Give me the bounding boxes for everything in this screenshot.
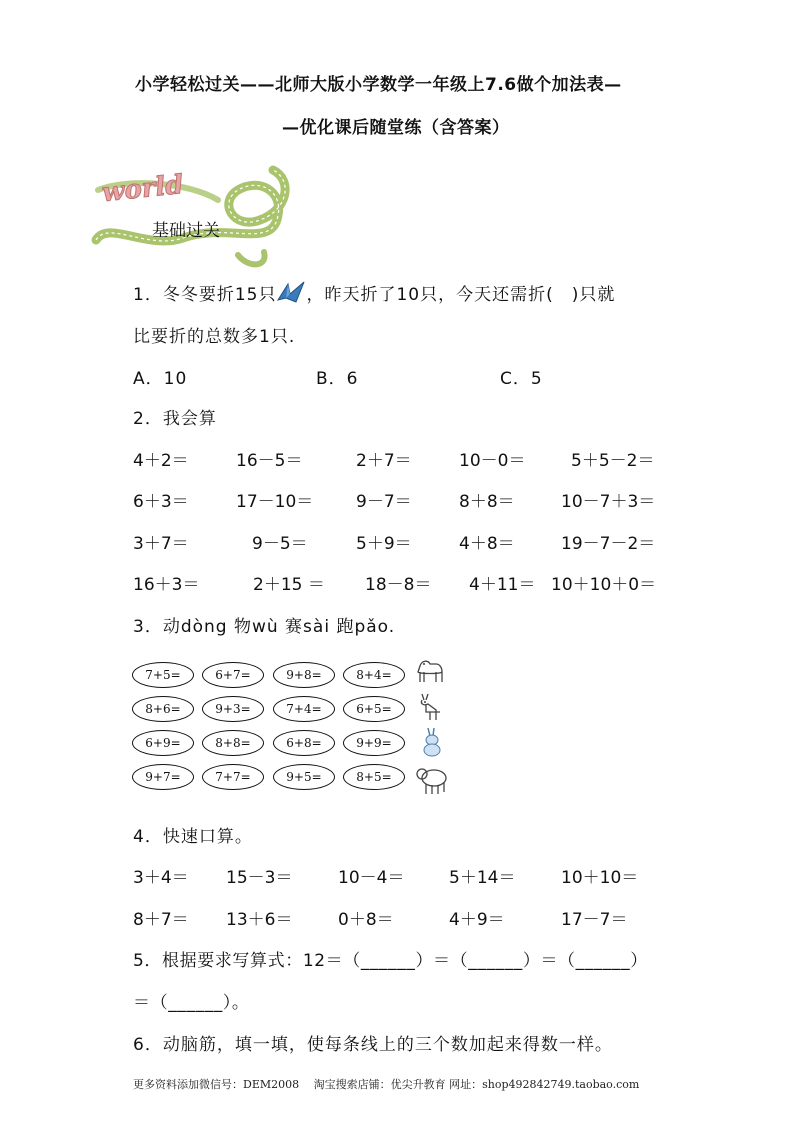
q2-r4c1: 16＋3＝ [133,575,200,595]
q1-line2: 比要折的总数多1只. [133,327,296,347]
lamb-icon [414,762,450,798]
q1-option-a: A．10 [133,369,188,389]
q2-r3c3: 5＋9＝ [356,534,412,554]
q2-r2c4: 8＋8＝ [459,492,515,512]
page-footer: 更多资料添加微信号：DEM2008 淘宝搜索店铺：优尖升教育 网址：shop492842749.taobao.com [133,1078,640,1091]
paper-crane-icon [276,280,306,304]
race-ellipse: 9+7= [132,764,194,790]
banner-word: world [100,169,185,209]
q3-heading: 3．动dòng 物wù 赛sài 跑pǎo. [133,617,396,637]
q2-r3c2: 9－5＝ [252,534,308,554]
q2-r3c1: 3＋7＝ [133,534,189,554]
q2-r2c3: 9－7＝ [356,492,412,512]
q1-option-b: B．6 [316,369,359,389]
race-ellipse: 9+3= [202,696,264,722]
q2-r1c3: 2＋7＝ [356,451,412,471]
q2-r2c2: 17－10＝ [236,492,314,512]
q4-r2c5: 17－7＝ [561,910,628,930]
q4-r1c1: 3＋4＝ [133,868,189,888]
q4-r1c4: 5＋14＝ [449,868,516,888]
race-ellipse: 6+7= [202,662,264,688]
q2-r2c1: 6＋3＝ [133,492,189,512]
race-ellipse: 8+5= [343,764,405,790]
banner-label: 基础过关 [152,221,220,241]
horse-icon [414,656,448,686]
race-ellipse: 9+9= [343,730,405,756]
page-title-line1: 小学轻松过关——北师大版小学数学一年级上7.6做个加法表— [135,75,622,95]
q4-r2c3: 0＋8＝ [338,910,394,930]
q2-r1c4: 10－0＝ [459,451,526,471]
race-ellipse: 9+8= [273,662,335,688]
race-ellipse: 6+9= [132,730,194,756]
q2-r1c2: 16－5＝ [236,451,303,471]
q2-r1c1: 4＋2＝ [133,451,189,471]
q4-heading: 4．快速口算。 [133,827,253,847]
race-ellipse: 6+8= [273,730,335,756]
race-ellipse: 8+4= [343,662,405,688]
race-ellipse: 7+7= [202,764,264,790]
q4-r2c1: 8＋7＝ [133,910,189,930]
q4-r2c4: 4＋9＝ [449,910,505,930]
q2-r4c5: 10＋10＋0＝ [551,575,657,595]
race-ellipse: 8+6= [132,696,194,722]
section-banner [88,160,298,275]
q2-r2c5: 10－7＋3＝ [561,492,656,512]
page-title-line2: —优化课后随堂练（含答案） [282,118,510,138]
q2-r4c4: 4＋11＝ [469,575,536,595]
race-ellipse: 6+5= [343,696,405,722]
race-ellipse: 8+8= [202,730,264,756]
q1-line1 [133,280,615,305]
q4-r1c3: 10－4＝ [338,868,405,888]
q2-r4c2: 2＋15 ＝ [253,575,325,595]
q4-r1c5: 10＋10＝ [561,868,639,888]
q2-heading: 2．我会算 [133,409,217,429]
rabbit-icon [418,726,448,758]
race-ellipse: 7+5= [132,662,194,688]
q1-text-b: ，昨天折了10只，今天还需折( )只就 [306,285,616,305]
race-ellipse: 9+5= [273,764,335,790]
q4-r2c2: 13＋6＝ [226,910,293,930]
q2-r3c5: 19－7－2＝ [561,534,656,554]
q2-r4c3: 18－8＝ [365,575,432,595]
q1-option-c: C．5 [500,369,543,389]
q6-line1: 6．动脑筋，填一填，使每条线上的三个数加起来得数一样。 [133,1035,613,1055]
race-ellipse: 7+4= [273,696,335,722]
deer-icon [414,690,448,722]
q5-line2: ＝（______）。 [133,993,250,1013]
q4-r1c2: 15－3＝ [226,868,293,888]
q2-r1c5: 5＋5－2＝ [571,451,655,471]
q2-r3c4: 4＋8＝ [459,534,515,554]
q1-text-a: 1．冬冬要折15只 [133,285,277,305]
q5-line1: 5．根据要求写算式：12＝（______）＝（______）＝（______） [133,951,648,971]
